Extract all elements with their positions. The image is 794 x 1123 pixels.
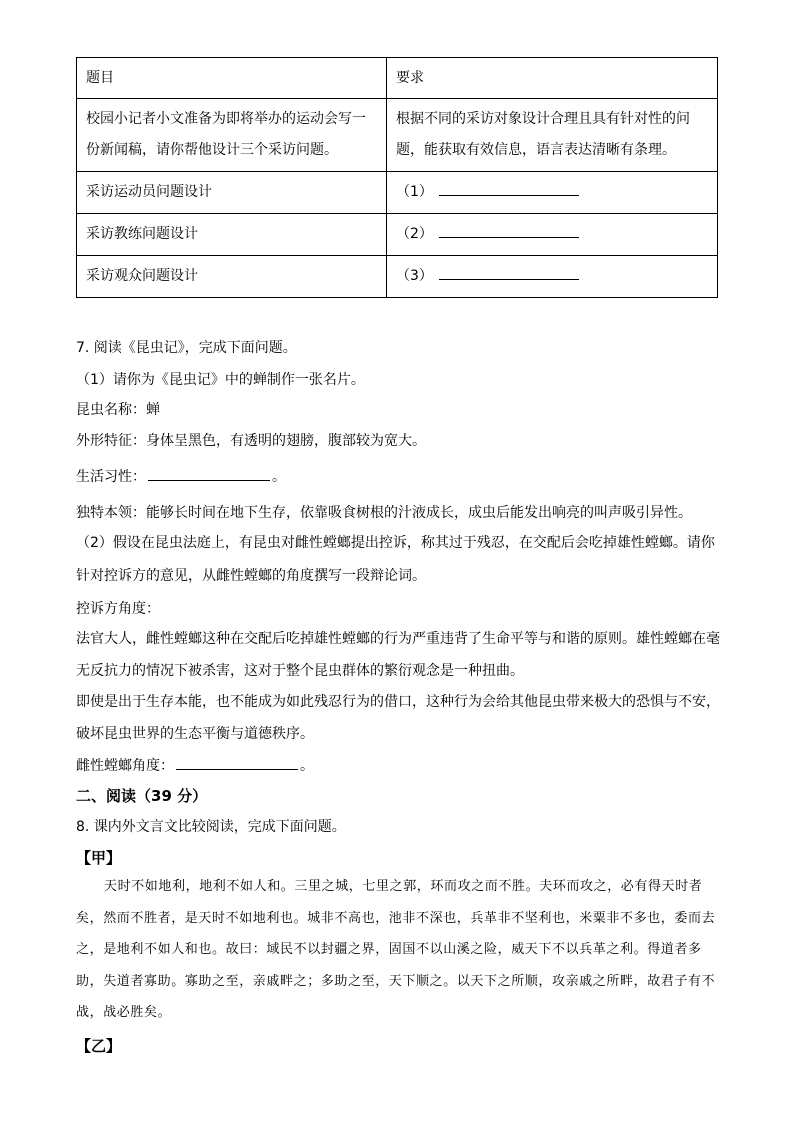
interview-task-table (76, 57, 718, 298)
female-end: 。 (300, 758, 314, 774)
answer-number: （1） (396, 184, 433, 200)
passage-jia-text: 天时不如地利，地利不如人和。三里之城，七里之郭，环而攻之而不胜。夫环而攻之，必有得天时者矣，然而不胜者，是天时不如地利也。城非不高也，池非不深也，兵革非不坚利也，米粟非不多也，委而去之，是地利不如人和也。故曰：域民不以封疆之界，固国不以山溪之险，威天下不以兵革之利。得道者多助，失道者寡助。寡助之至，亲戚畔之；多助之至，天下顺之。以天下之所顺，攻亲戚之所畔，故君子有不战，战必胜矣。 (76, 879, 716, 1020)
insect-name: 昆虫名称：蝉 (76, 402, 160, 418)
female-blank[interactable] (176, 755, 298, 770)
table-header-requirement: 要求 (387, 58, 718, 99)
plaintiff-argument-2: 即使是出于生存本能，也不能成为如此残忍行为的借口，这种行为会给其他昆虫带来极大的恐惧与不安，破坏昆虫世界的生态平衡与道德秩序。 (76, 694, 720, 742)
task-requirement: 根据不同的采访对象设计合理且具有针对性的问题，能获取有效信息，语言表达清晰有条理。 (387, 99, 718, 172)
habit-end: 。 (272, 469, 286, 485)
row-athlete-label: 采访运动员问题设计 (77, 172, 387, 214)
q8-title: 8. 课内外文言文比较阅读，完成下面问题。 (76, 819, 346, 835)
plaintiff-argument-1: 法官大人，雌性螳螂这种在交配后吃掉雄性螳螂的行为严重违背了生命平等与和谐的原则。雄性螳螂在毫无反抗力的情况下被杀害，这对于整个昆虫群体的繁衍观念是一种扭曲。 (76, 631, 720, 679)
answer-number: （2） (396, 226, 433, 242)
q7-title: 7. 阅读《昆虫记》，完成下面问题。 (76, 340, 297, 356)
q7-part1: （1）请你为《昆虫记》中的蝉制作一张名片。 (76, 372, 365, 388)
row-audience-label: 采访观众问题设计 (77, 256, 387, 298)
habit-label: 生活习性： (76, 469, 146, 485)
answer-number: （3） (396, 268, 433, 284)
answer-blank[interactable] (439, 223, 579, 238)
row-coach-answer (387, 214, 718, 256)
habit-blank[interactable] (148, 466, 270, 481)
section-heading: 二、阅读（39 分） (76, 787, 208, 805)
insect-skill: 独特本领：能够长时间在地下生存，依靠吸食树根的汁液成长，成虫后能发出响亮的叫声吸引异性。 (76, 505, 692, 521)
insect-habit (76, 466, 726, 487)
row-athlete-answer (387, 172, 718, 214)
row-audience-answer (387, 256, 718, 298)
q7-part2: （2）假设在昆虫法庭上，有昆虫对雌性螳螂提出控诉，称其过于残忍，在交配后会吃掉雄性螳螂。请你针对控诉方的意见，从雌性螳螂的角度撰写一段辩论词。 (76, 535, 715, 584)
task-description: 校园小记者小文准备为即将举办的运动会写一份新闻稿，请你帮他设计三个采访问题。 (77, 99, 387, 172)
row-coach-label: 采访教练问题设计 (77, 214, 387, 256)
insect-appearance: 外形特征：身体呈黑色，有透明的翅膀，腹部较为宽大。 (76, 433, 426, 449)
table-header-topic: 题目 (77, 58, 387, 99)
plaintiff-label: 控诉方角度： (76, 601, 160, 617)
passage-yi-label: 【乙】 (76, 1037, 122, 1055)
answer-blank[interactable] (439, 265, 579, 280)
answer-blank[interactable] (439, 181, 579, 196)
female-mantis (76, 755, 726, 776)
passage-jia-label: 【甲】 (76, 849, 122, 867)
female-label: 雌性螳螂角度： (76, 758, 174, 774)
